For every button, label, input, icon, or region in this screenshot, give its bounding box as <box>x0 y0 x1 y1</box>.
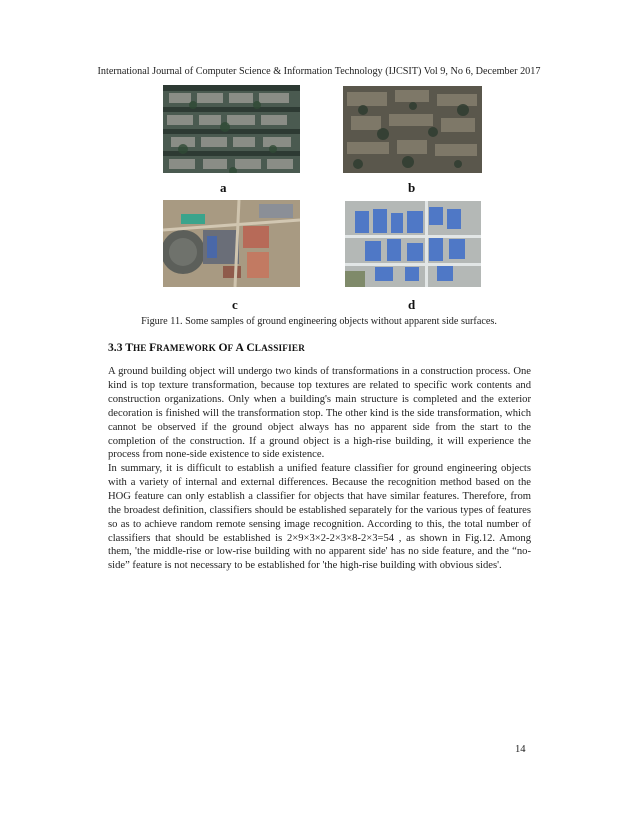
figure-label-d: d <box>408 297 416 312</box>
figure-image-d <box>345 201 481 287</box>
section-heading <box>108 341 305 354</box>
paragraph-1: A ground building object will undergo two kinds of transformations in a construction process. One kind is top texture transformation, because top textures are related to specific work contents and construction organizations. Only when a building's main structure is completed and the exterior decoration is finished will the transformation stop. The other kind is the side transformation, which cannot be observed if the ground object always has no apparent side from the start to the completion of the construction. If a ground object is a high-rise building, it will experience the process from none-side existence to side existence. <box>108 366 531 461</box>
figure-image-a <box>163 85 300 173</box>
figure-label-a: a <box>220 180 227 195</box>
figure-image-c <box>163 200 300 287</box>
figure-label-b: b <box>408 180 416 195</box>
page-number: 14 <box>515 744 526 755</box>
figure-image-b <box>343 86 482 173</box>
paragraph-2: In summary, it is difficult to establish a unified feature classifier for ground engineering objects with a variety of internal and external differences. Because the recognition method based on the HOG feature can only establish a classifier for objects that have similar features. Therefore, from the broadest definition, classifiers should be established separately for the various types of features so as to achieve random remote sensing image recognition. According to this, the total number of classifiers that should be established is 2×9×3×2-2×3×8-2×3=54 , as shown in Fig.12. Among them, 'the middle-rise or low-rise building with no apparent side' has no side feature, and the “no-side” feature is not necessary to be established for 'the high-rise building with obvious sides'. <box>108 463 531 572</box>
section-title: THE FRAMEWORK OF A CLASSIFIER <box>125 341 306 354</box>
running-header: International Journal of Computer Science & Information Technology (IJCSIT) Vol 9, No 6, December 2017 <box>97 66 541 77</box>
section-number: 3.3 <box>108 341 123 354</box>
figure-caption: Figure 11. Some samples of ground engineering objects without apparent side surfaces. <box>141 316 497 327</box>
figure-label-c: c <box>232 297 238 312</box>
